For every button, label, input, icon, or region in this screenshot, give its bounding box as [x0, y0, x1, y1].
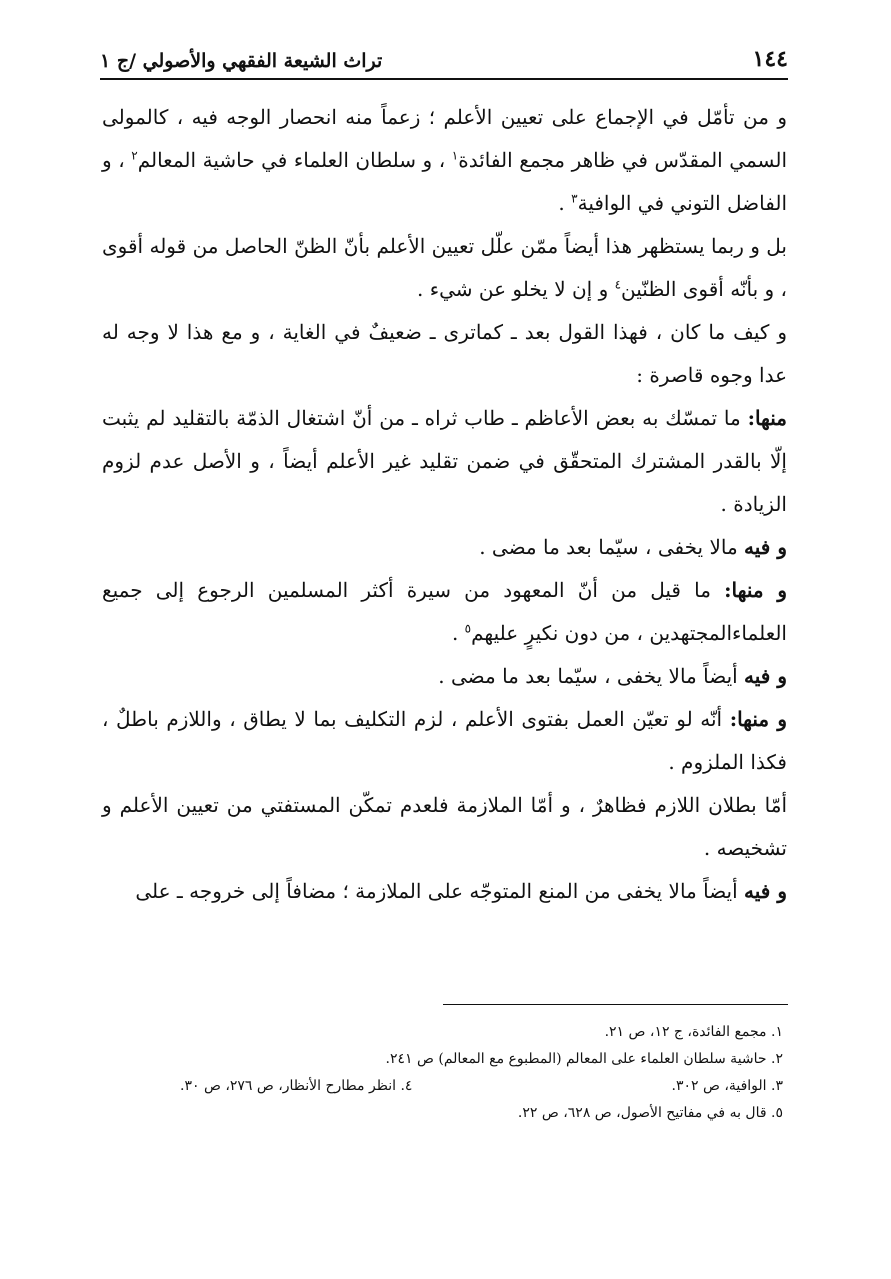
paragraph-lead: و فيه	[744, 879, 787, 903]
footnote-divider	[443, 1004, 788, 1005]
paragraph-lead: و منها:	[729, 707, 787, 731]
paragraph-8: و منها: أنّه لو تعيّن العمل بفتوى الأعلم ، لزم التكليف بما لا يطاق ، واللازم باطلٌ ، فكذا الملزوم .	[102, 707, 787, 774]
body-text	[102, 96, 787, 913]
footnote-ref-4: ٤	[614, 277, 622, 292]
paragraph-5: و فيه مالا يخفى ، سيّما بعد ما مضى .	[479, 535, 787, 559]
footnote-ref-2: ٢	[131, 148, 138, 163]
paragraph-lead: منها:	[747, 406, 788, 430]
paragraph-7: و فيه أيضاً مالا يخفى ، سيّما بعد ما مضى .	[438, 664, 787, 688]
footnote-2: ٢. حاشية سلطان العلماء على المعالم (المطبوع مع المعالم) ص ٢٤١.	[385, 1051, 783, 1067]
footnote-3-4	[180, 1073, 783, 1100]
footnote-ref-5: ٥	[464, 621, 472, 636]
paragraph-lead: و منها:	[724, 578, 787, 602]
paragraph-lead: و فيه	[744, 535, 787, 559]
running-title: تراث الشيعة الفقهي والأصولي /ج ١	[100, 50, 383, 72]
paragraph-3: و كيف ما كان ، فهذا القول بعد ـ كماترى ـ ضعيفٌ في الغاية ، و مع هذا لا وجه له عدا وجوه قاصرة :	[102, 320, 787, 387]
footnote-5: ٥. قال به في مفاتيح الأصول، ص ٦٢٨، ص ٢٢.	[517, 1105, 783, 1121]
paragraph-1: و من تأمّل في الإجماع على تعيين الأعلم ؛ زعماً منه انحصار الوجه فيه ، كالمولى السمي المقدّس في ظاهر مجمع الفائدة$^١$ ، و سلطان العلماء في حاشية المعالم$^٢$ ، و الفاضل التوني في الوافية$^٣$ .	[102, 105, 788, 215]
paragraph-lead: و فيه	[744, 664, 787, 688]
paragraph-10: و فيه أيضاً مالا يخفى من المنع المتوجّه على الملازمة ؛ مضافاً إلى خروجه ـ على	[135, 879, 787, 903]
footnotes	[180, 1019, 783, 1127]
footnote-ref-1: ١	[451, 148, 459, 163]
footnote-4: ٤. انظر مطارح الأنظار، ص ٢٧٦، ص ٣٠.	[180, 1078, 413, 1094]
header-divider	[100, 78, 788, 80]
footnote-1: ١. مجمع الفائدة، ج ١٢، ص ٢١.	[604, 1024, 783, 1040]
footnote-3: ٣. الوافية، ص ٣٠٢.	[671, 1078, 783, 1094]
paragraph-4: منها: ما تمسّك به بعض الأعاظم ـ طاب ثراه ـ من أنّ اشتغال الذمّة بالتقليد لم يثبت إلّا بالقدر المشترك المتحقّق في ضمن تقليد غير الأعلم أيضاً ، و الأصل عدم لزوم الزيادة .	[102, 406, 788, 516]
page-number: ١٤٤	[752, 46, 788, 72]
paragraph-9: أمّا بطلان اللازم فظاهرٌ ، و أمّا الملازمة فلعدم تمكّن المستفتي من تعيين الأعلم و تشخيصه .	[102, 793, 787, 860]
paragraph-2: بل و ربما يستظهر هذا أيضاً ممّن علّل تعيين الأعلم بأنّ الظنّ الحاصل من قوله أقوى ، و بأنّه أقوى الظنّين$^٤$ و إن لا يخلو عن شيء .	[102, 234, 787, 301]
page-header	[100, 36, 788, 72]
paragraph-6: و منها: ما قيل من أنّ المعهود من سيرة أكثر المسلمين الرجوع إلى جميع العلماءالمجتهدين ، من دون نكيرٍ عليهم$^٥$ .	[102, 578, 787, 645]
footnote-ref-3: ٣	[571, 191, 578, 206]
